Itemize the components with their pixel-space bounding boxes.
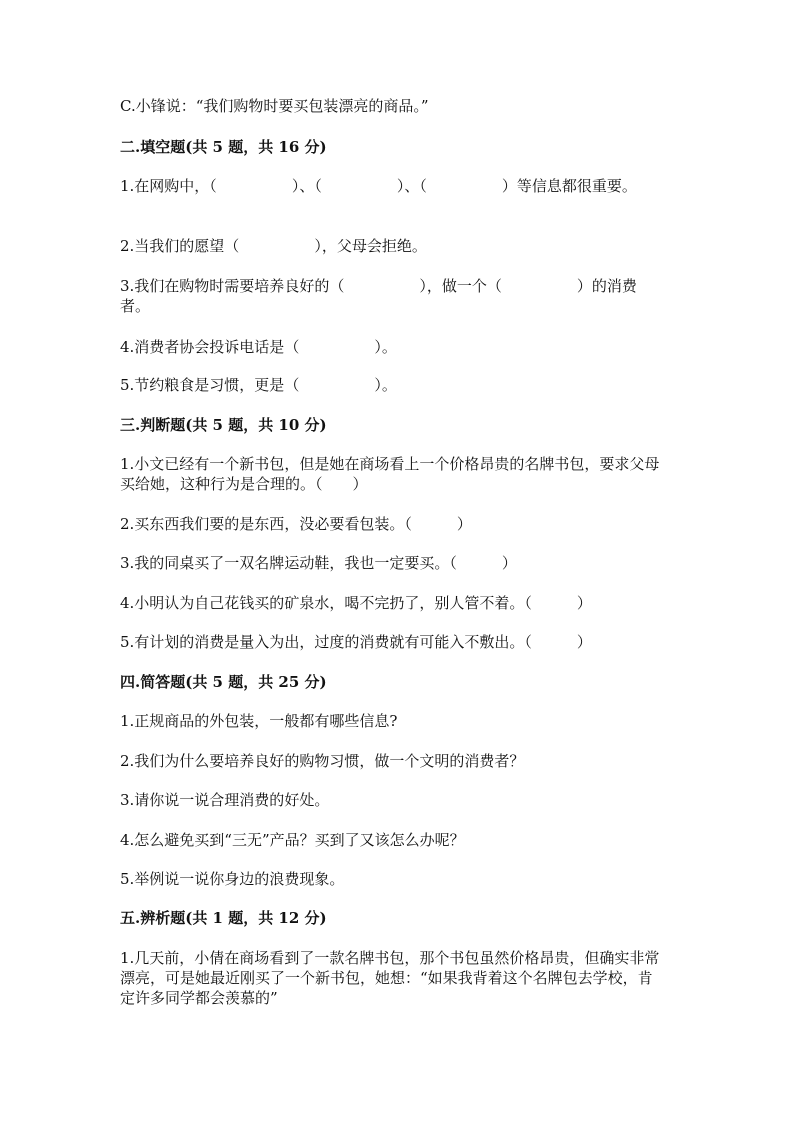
section-analysis-title: 五.辨析题(共 1 题，共 12 分) — [120, 909, 327, 927]
judge-question-4: 4.小明认为自己花钱买的矿泉水，喝不完扔了，别人管不着。（ ） — [120, 594, 592, 612]
short-question-4: 4.怎么避免买到“三无”产品？买到了又该怎么办呢？ — [120, 831, 465, 849]
short-question-2: 2.我们为什么要培养良好的购物习惯，做一个文明的消费者？ — [120, 752, 525, 770]
option-c: C.小锋说：“我们购物时要买包装漂亮的商品。” — [120, 97, 429, 115]
section-judge-title: 三.判断题(共 5 题，共 10 分) — [120, 416, 327, 434]
fill-question-5: 5.节约粮食是习惯，更是（ ）。 — [120, 376, 397, 394]
analysis-question-1: 1.几天前，小倩在商场看到了一款名牌书包，那个书包虽然价格昂贵，但确实非常漂亮，可是她最近刚买了一个新书包，她想：“如果我背着这个名牌包去学校，肯定许多同学都会羡慕的” — [120, 949, 660, 1007]
fill-question-1: 1.在网购中，（ ）、（ ）、（ ）等信息都很重要。 — [120, 177, 637, 195]
judge-question-2: 2.买东西我们要的是东西，没必要看包装。（ ） — [120, 515, 472, 533]
short-question-5: 5.举例说一说你身边的浪费现象。 — [120, 870, 345, 888]
judge-question-5: 5.有计划的消费是量入为出，过度的消费就有可能入不敷出。（ ） — [120, 633, 592, 651]
fill-question-3: 3.我们在购物时需要培养良好的（ ），做一个（ ）的消费者。 — [120, 277, 637, 315]
judge-question-3: 3.我的同桌买了一双名牌运动鞋，我也一定要买。（ ） — [120, 554, 517, 572]
section-short-title: 四.简答题(共 5 题，共 25 分) — [120, 673, 327, 691]
fill-question-2: 2.当我们的愿望（ ），父母会拒绝。 — [120, 237, 427, 255]
section-fill-title: 二.填空题(共 5 题，共 16 分) — [120, 138, 327, 156]
short-question-1: 1.正规商品的外包装，一般都有哪些信息? — [120, 712, 398, 730]
fill-question-4: 4.消费者协会投诉电话是（ ）。 — [120, 338, 397, 356]
judge-question-1: 1.小文已经有一个新书包，但是她在商场看上一个价格昂贵的名牌书包，要求父母买给她，这种行为是合理的。（ ） — [120, 455, 660, 493]
short-question-3: 3.请你说一说合理消费的好处。 — [120, 791, 330, 809]
